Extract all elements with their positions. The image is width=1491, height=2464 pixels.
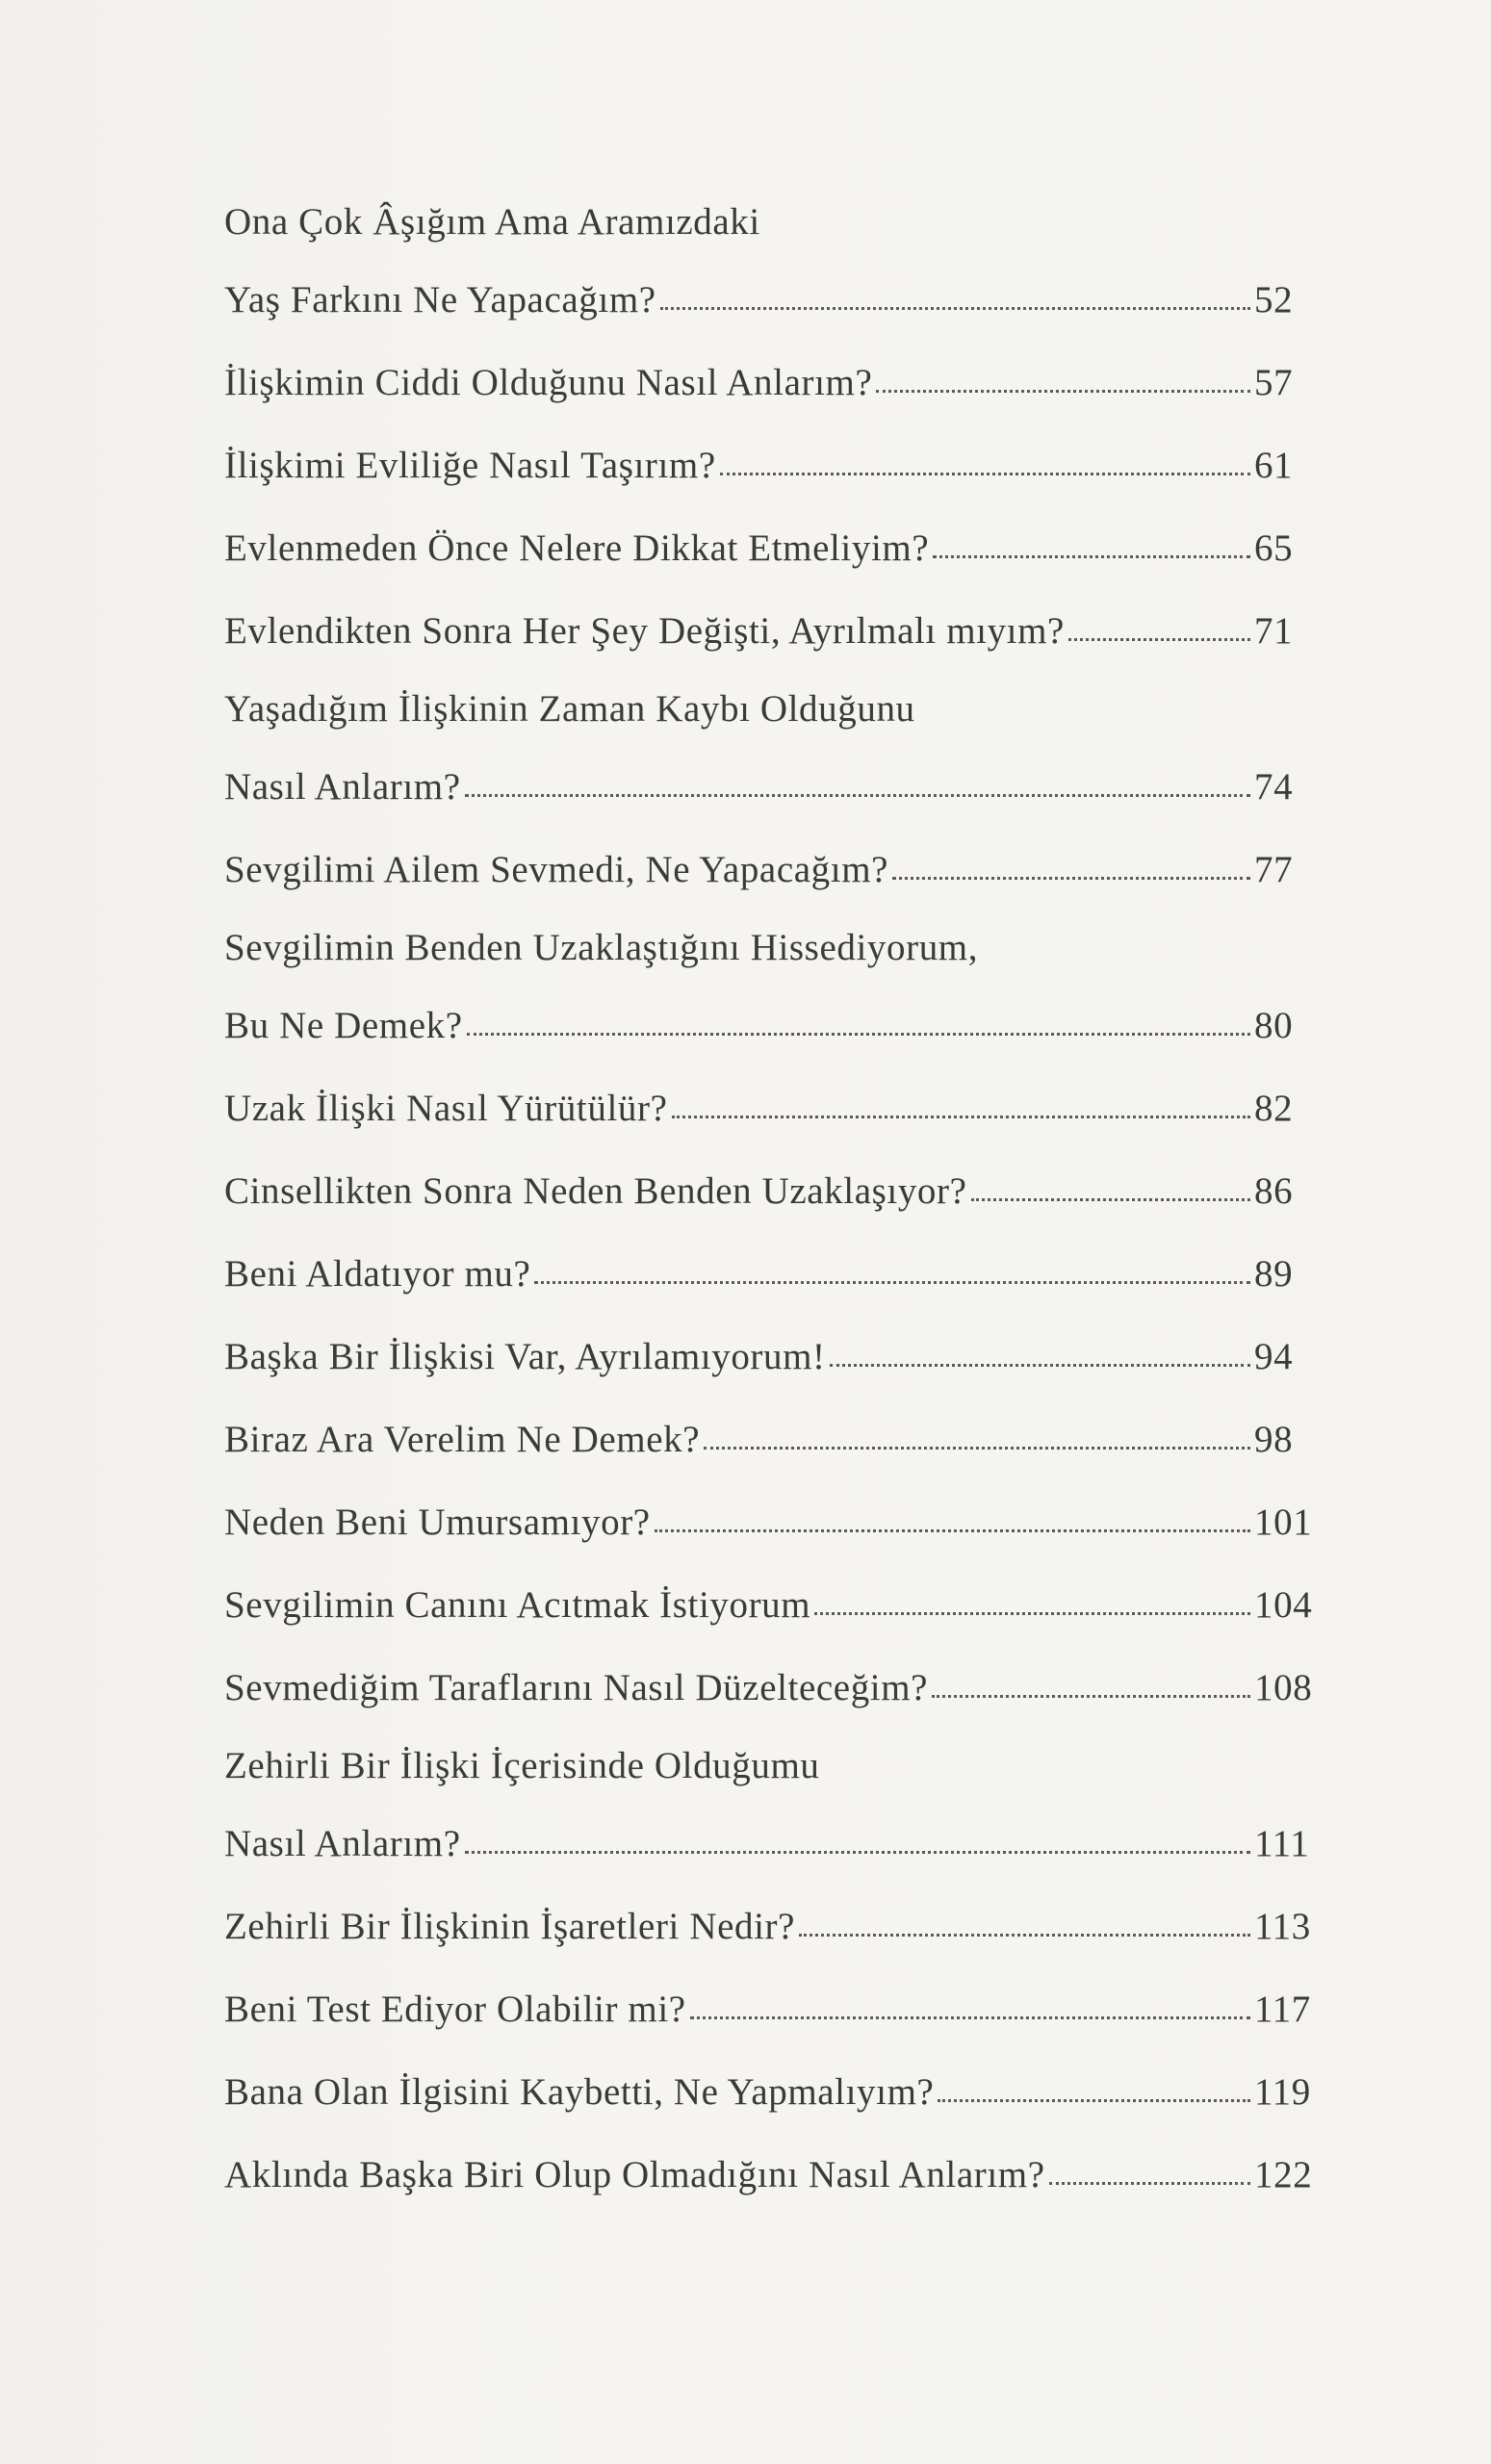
toc-entry-line (224, 1067, 1322, 1150)
toc-entry-line-continued (224, 1730, 1322, 1803)
toc-entry-title: Beni Aldatıyor mu? (224, 1253, 531, 1295)
toc-entry-title: İlişkimin Ciddi Olduğunu Nasıl Anlarım? (224, 362, 873, 403)
toc-entry-title: İlişkimi Evliliğe Nasıl Taşırım? (224, 445, 716, 486)
toc-entry-line (224, 1647, 1322, 1730)
toc-entry-line (224, 1886, 1322, 1968)
toc-entry-line (224, 1803, 1322, 1886)
toc-entry-title: Nasıl Anlarım? (224, 1823, 461, 1864)
toc-entry-title: Sevmediğim Taraflarını Nasıl Düzelteceğim? (224, 1667, 929, 1708)
toc-page-number: 101 (1254, 1502, 1313, 1543)
toc-entry-line (224, 1968, 1322, 2051)
toc-entry-line (224, 424, 1322, 507)
toc-entry (224, 2051, 1322, 2134)
toc-entry-title: Neden Beni Umursamıyor? (224, 1502, 651, 1543)
toc-entry (224, 829, 1322, 911)
toc-page-number: 82 (1254, 1088, 1294, 1129)
toc-entry-line (224, 507, 1322, 590)
dot-leader (660, 306, 1250, 310)
toc-entry-title: Uzak İlişki Nasıl Yürütülür? (224, 1088, 668, 1129)
dot-leader (830, 1363, 1250, 1367)
toc-entry-title: Zehirli Bir İlişkinin İşaretleri Nedir? (224, 1906, 796, 1947)
dot-leader (465, 793, 1250, 797)
toc-entry (224, 342, 1322, 424)
toc-page-number: 94 (1254, 1336, 1294, 1377)
toc-entry (224, 1647, 1322, 1730)
toc-entry-title: Evlendikten Sonra Her Şey Değişti, Ayrılmalı mıyım? (224, 610, 1065, 652)
toc-page-number: 119 (1254, 2071, 1311, 2113)
toc-entry-line (224, 1150, 1322, 1233)
dot-leader (465, 1850, 1250, 1854)
toc-entry-line (224, 1399, 1322, 1481)
toc-entry (224, 1399, 1322, 1481)
toc-entry-title: Biraz Ara Verelim Ne Demek? (224, 1419, 701, 1460)
toc-entry-title: Yaşadığım İlişkinin Zaman Kaybı Olduğunu (224, 688, 915, 730)
toc-entry-title: Evlenmeden Önce Nelere Dikkat Etmeliyim? (224, 527, 930, 569)
toc-entry-title: Bu Ne Demek? (224, 1005, 463, 1046)
toc-entry (224, 1067, 1322, 1150)
dot-leader (933, 554, 1250, 558)
toc-entry (224, 673, 1322, 829)
toc-page-number: 108 (1254, 1667, 1313, 1708)
toc-entry-title: Sevgilimin Canını Acıtmak İstiyorum (224, 1584, 811, 1626)
dot-leader (655, 1528, 1250, 1532)
toc-entry-title: Cinsellikten Sonra Neden Benden Uzaklaşıyor? (224, 1170, 967, 1212)
toc-page-number: 71 (1254, 610, 1294, 652)
toc-entry-line (224, 590, 1322, 673)
toc-entry (224, 1150, 1322, 1233)
dot-leader (1068, 637, 1250, 641)
toc-entry-title: Yaş Farkını Ne Yapacağım? (224, 279, 656, 321)
toc-entry-line (224, 2134, 1322, 2217)
toc-entry-title: Başka Bir İlişkisi Var, Ayrılamıyorum! (224, 1336, 826, 1377)
dot-leader (672, 1115, 1250, 1118)
toc-page-number: 104 (1254, 1584, 1313, 1626)
toc-entry (224, 1730, 1322, 1886)
toc-page-number: 52 (1254, 279, 1294, 321)
toc-entry (224, 424, 1322, 507)
toc-page-number: 122 (1254, 2154, 1313, 2195)
toc-entry (224, 911, 1322, 1067)
toc-page-number: 98 (1254, 1419, 1294, 1460)
dot-leader (690, 2015, 1250, 2019)
toc-entry-line (224, 1316, 1322, 1399)
table-of-contents (224, 186, 1322, 2217)
dot-leader (876, 389, 1250, 393)
toc-page-number: 80 (1254, 1005, 1294, 1046)
toc-entry-line (224, 746, 1322, 829)
dot-leader (892, 876, 1250, 880)
toc-entry-title: Zehirli Bir İlişki İçerisinde Olduğumu (224, 1745, 820, 1786)
toc-entry (224, 590, 1322, 673)
toc-page-number: 74 (1254, 766, 1294, 808)
toc-entry-line-continued (224, 186, 1322, 259)
toc-entry (224, 1886, 1322, 1968)
toc-entry (224, 1968, 1322, 2051)
toc-entry (224, 507, 1322, 590)
toc-entry-title: Aklında Başka Biri Olup Olmadığını Nasıl Anlarım? (224, 2154, 1045, 2195)
toc-entry (224, 1564, 1322, 1647)
toc-page-number: 111 (1254, 1823, 1310, 1864)
toc-page-number: 86 (1254, 1170, 1294, 1212)
toc-entry-line-continued (224, 911, 1322, 985)
dot-leader (932, 1694, 1250, 1698)
dot-leader (704, 1446, 1250, 1450)
dot-leader (814, 1611, 1250, 1615)
toc-entry-title: Beni Test Ediyor Olabilir mi? (224, 1989, 686, 2030)
toc-page-number: 65 (1254, 527, 1294, 569)
toc-entry-title: Sevgilimin Benden Uzaklaştığını Hissediyorum, (224, 927, 979, 968)
dot-leader (1049, 2181, 1250, 2185)
toc-entry (224, 2134, 1322, 2217)
toc-entry-line (224, 2051, 1322, 2134)
toc-entry-line (224, 259, 1322, 342)
toc-entry-title: Ona Çok Âşığım Ama Aramızdaki (224, 201, 760, 243)
toc-entry-line (224, 1481, 1322, 1564)
toc-page-number: 77 (1254, 849, 1294, 890)
toc-entry-line-continued (224, 673, 1322, 746)
toc-entry (224, 1233, 1322, 1316)
dot-leader (799, 1933, 1250, 1937)
dot-leader (971, 1197, 1250, 1201)
dot-leader (467, 1032, 1250, 1036)
toc-page-number: 61 (1254, 445, 1294, 486)
dot-leader (534, 1280, 1250, 1284)
toc-entry-line (224, 985, 1322, 1067)
toc-entry-line (224, 1233, 1322, 1316)
toc-page-number: 117 (1254, 1989, 1311, 2030)
toc-page-number: 89 (1254, 1253, 1294, 1295)
toc-entry (224, 186, 1322, 342)
toc-page-number: 57 (1254, 362, 1294, 403)
toc-entry-title: Sevgilimi Ailem Sevmedi, Ne Yapacağım? (224, 849, 889, 890)
dot-leader (938, 2098, 1250, 2102)
toc-entry-title: Nasıl Anlarım? (224, 766, 461, 808)
toc-entry-line (224, 829, 1322, 911)
dot-leader (720, 472, 1250, 475)
toc-entry-line (224, 1564, 1322, 1647)
toc-page-number: 113 (1254, 1906, 1311, 1947)
toc-entry (224, 1481, 1322, 1564)
toc-entry (224, 1316, 1322, 1399)
toc-entry-line (224, 342, 1322, 424)
toc-entry-title: Bana Olan İlgisini Kaybetti, Ne Yapmalıyım? (224, 2071, 935, 2113)
